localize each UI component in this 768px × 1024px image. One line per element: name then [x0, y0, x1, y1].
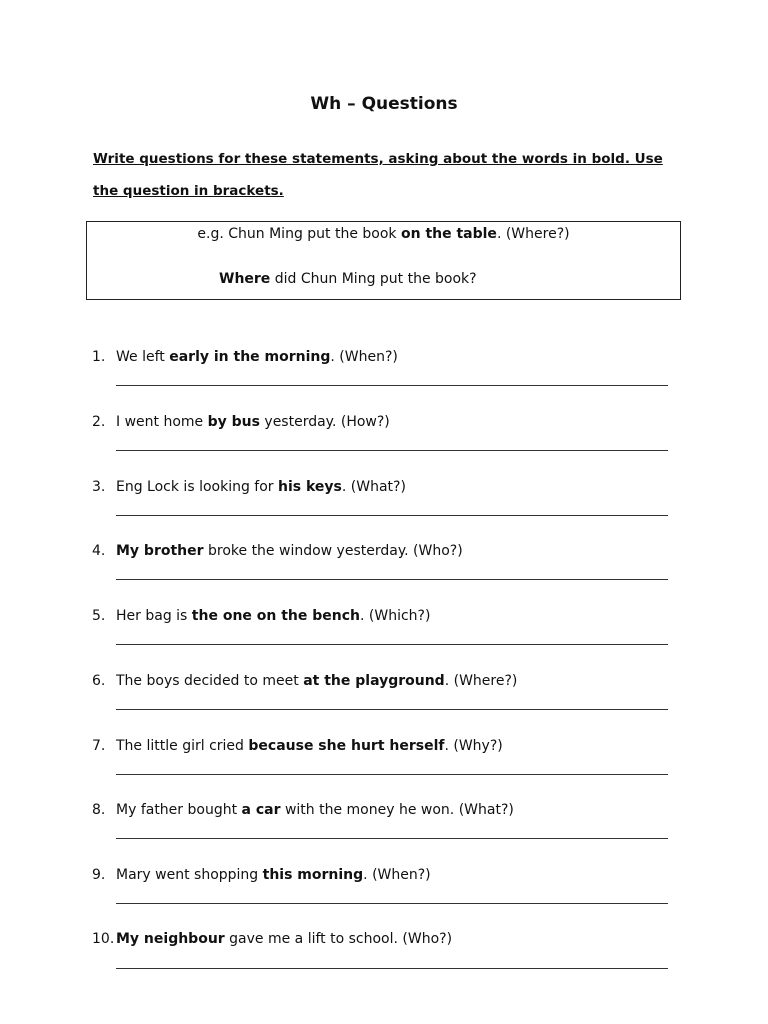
question-item: [92, 738, 672, 754]
example-answer: [219, 271, 477, 287]
question-bold: a car: [241, 802, 281, 818]
question-item: [92, 673, 672, 689]
question-item: [92, 931, 672, 947]
question-pre: Her bag is: [116, 608, 192, 624]
answer-line[interactable]: [116, 385, 668, 386]
answer-line[interactable]: [116, 709, 668, 710]
question-pre: My father bought: [116, 802, 242, 818]
instructions: Write questions for these statements, asking about the words in bold. Use the question in brackets.: [93, 151, 663, 199]
question-pre: Eng Lock is looking for: [116, 479, 278, 495]
question-number: 8.: [92, 802, 106, 818]
question-post: with the money he won. (What?): [280, 802, 514, 818]
question-pre: We left: [116, 349, 170, 365]
answer-line[interactable]: [116, 903, 668, 904]
question-number: 1.: [92, 349, 106, 365]
question-post: . (What?): [341, 479, 406, 495]
question-item: [92, 608, 672, 624]
question-item: [92, 802, 672, 818]
question-bold: by bus: [207, 414, 260, 430]
question-post: broke the window yesterday. (Who?): [203, 543, 463, 559]
question-number: 9.: [92, 867, 106, 883]
example-box: [86, 221, 681, 300]
question-item: [92, 414, 672, 430]
question-pre: The little girl cried: [116, 738, 249, 754]
question-item: [92, 867, 672, 883]
question-bold: because she hurt herself: [248, 738, 445, 754]
question-post: . (When?): [330, 349, 398, 365]
page-title: Wh – Questions: [310, 94, 458, 114]
answer-line[interactable]: [116, 774, 668, 775]
answer-line[interactable]: [116, 515, 668, 516]
question-post: . (Where?): [444, 673, 518, 689]
question-bold: My neighbour: [116, 931, 225, 947]
question-bold: this morning: [262, 867, 364, 883]
question-bold: at the playground: [303, 673, 445, 689]
question-bold: the one on the bench: [191, 608, 361, 624]
example-suffix: . (Where?): [496, 226, 570, 242]
question-bold: his keys: [278, 479, 342, 495]
answer-line[interactable]: [116, 838, 668, 839]
question-post: . (Why?): [444, 738, 503, 754]
example-statement: [87, 226, 680, 242]
question-item: [92, 479, 672, 495]
question-bold: early in the morning: [169, 349, 331, 365]
answer-line[interactable]: [116, 450, 668, 451]
question-pre: I went home: [116, 414, 208, 430]
answer-line[interactable]: [116, 644, 668, 645]
example-prefix: e.g. Chun Ming put the book: [197, 226, 401, 242]
question-number: 4.: [92, 543, 106, 559]
question-number: 5.: [92, 608, 106, 624]
question-pre: The boys decided to meet: [116, 673, 304, 689]
question-post: yesterday. (How?): [259, 414, 390, 430]
question-post: . (Which?): [360, 608, 431, 624]
answer-line[interactable]: [116, 968, 668, 969]
question-pre: Mary went shopping: [116, 867, 263, 883]
question-number: 7.: [92, 738, 106, 754]
question-post: . (When?): [363, 867, 431, 883]
example-bold: on the table: [400, 226, 497, 242]
question-number: 6.: [92, 673, 106, 689]
question-number: 3.: [92, 479, 106, 495]
question-bold: My brother: [116, 543, 204, 559]
example-answer-bold: Where: [219, 271, 271, 287]
question-item: [92, 349, 672, 365]
question-number: 2.: [92, 414, 106, 430]
example-answer-rest: did Chun Ming put the book?: [270, 271, 477, 287]
question-post: gave me a lift to school. (Who?): [224, 931, 453, 947]
answer-line[interactable]: [116, 579, 668, 580]
question-item: [92, 543, 672, 559]
question-number: 10.: [92, 931, 115, 947]
